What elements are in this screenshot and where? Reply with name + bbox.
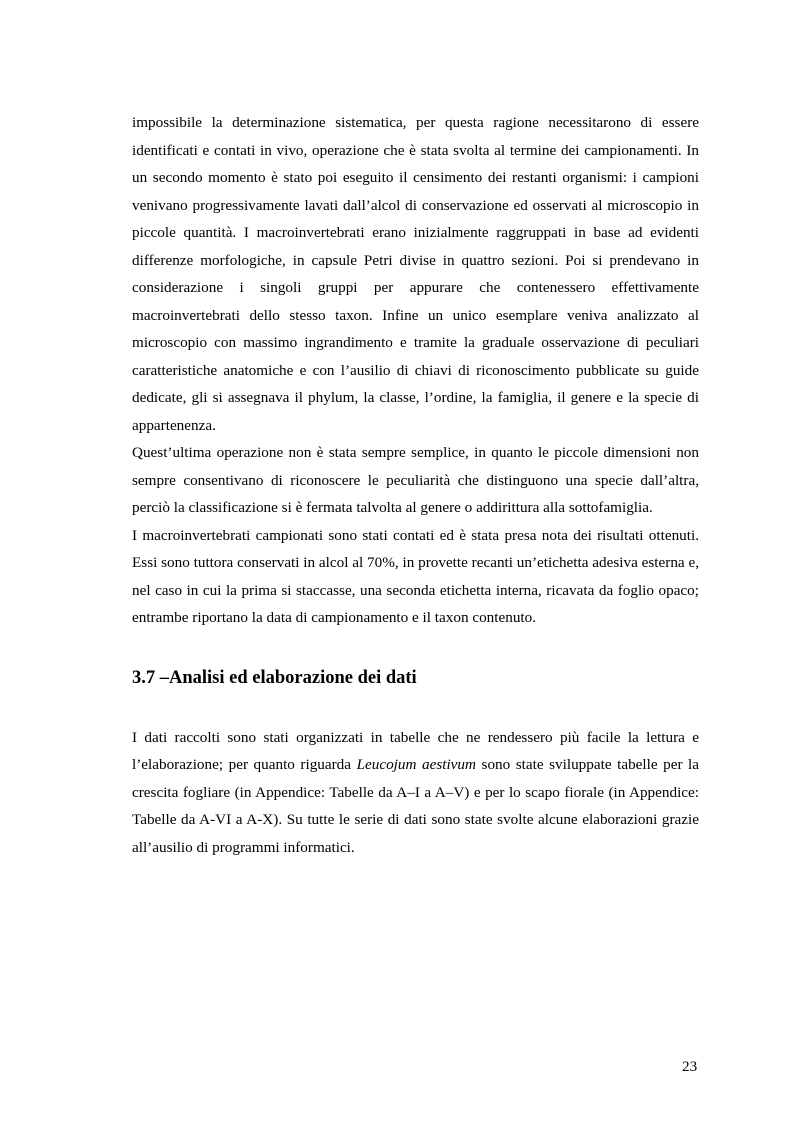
section-paragraph-part2: sono state sviluppate tabelle per la crescita fogliare (in Appendice: Tabelle da A–I a A–V) e per lo scapo fiorale (in Appendice: Tabelle da A-VI a A-X). Su tutte le serie di dati sono state svolte alcune elaborazioni grazie all’ausilio di programmi informatici. bbox=[132, 756, 700, 856]
paragraph-3: I macroinvertebrati campionati sono stati contati ed è stata presa nota dei risultati ottenuti. Essi sono tuttora conservati in alcol al 70%, in provette recanti un’etichetta adesiva esterna e, nel caso in cui la prima si staccasse, una seconda etichetta interna, ricavata da foglio opaco; entrambe riportano la data di campionamento e il taxon contenuto. bbox=[132, 526, 699, 626]
species-name: Leucojum aestivum bbox=[356, 756, 476, 773]
paragraph-1: impossibile la determinazione sistematica, per questa ragione necessitarono di essere identificati e contati in vivo, operazione che è stata svolta al termine dei campionamenti. In un secondo momento è stato poi eseguito il censimento dei restanti organismi: i campioni venivano progressivamente lavati dall’alcol di conservazione ed osservati al microscopio in piccole quantità. I macroinvertebrati erano inizialmente raggruppati in base ad evidenti differenze morfologiche, in capsule Petri divise in quattro sezioni. Poi si prendevano in considerazione i singoli gruppi per appurare che contenessero effettivamente macroinvertebrati dello stesso taxon. Infine un unico esemplare veniva analizzato al microscopio con massimo ingrandimento e tramite la graduale osservazione di peculiari caratteristiche anatomiche e con l’ausilio di chiavi di riconoscimento pubblicate su guide dedicate, gli si assegnava il phylum, la classe, l’ordine, la famiglia, il genere e la specie di appartenenza. bbox=[132, 114, 699, 434]
paragraph-2: Quest’ultima operazione non è stata sempre semplice, in quanto le piccole dimensioni non sempre consentivano di riconoscere le peculiarità che distinguono una specie dall’altra, perciò la classificazione si è fermata talvolta al genere o addirittura alla sottofamiglia. bbox=[132, 444, 699, 516]
section-paragraph bbox=[132, 724, 699, 862]
page-body bbox=[132, 109, 699, 861]
section-paragraph-part1: I dati raccolti sono stati organizzati in tabelle che ne rendessero più facile la lettura e l’elaborazione; per quanto riguarda bbox=[132, 728, 699, 773]
section-heading: 3.7 –Analisi ed elaborazione dei dati bbox=[132, 667, 417, 688]
page-number: 23 bbox=[682, 1058, 698, 1075]
